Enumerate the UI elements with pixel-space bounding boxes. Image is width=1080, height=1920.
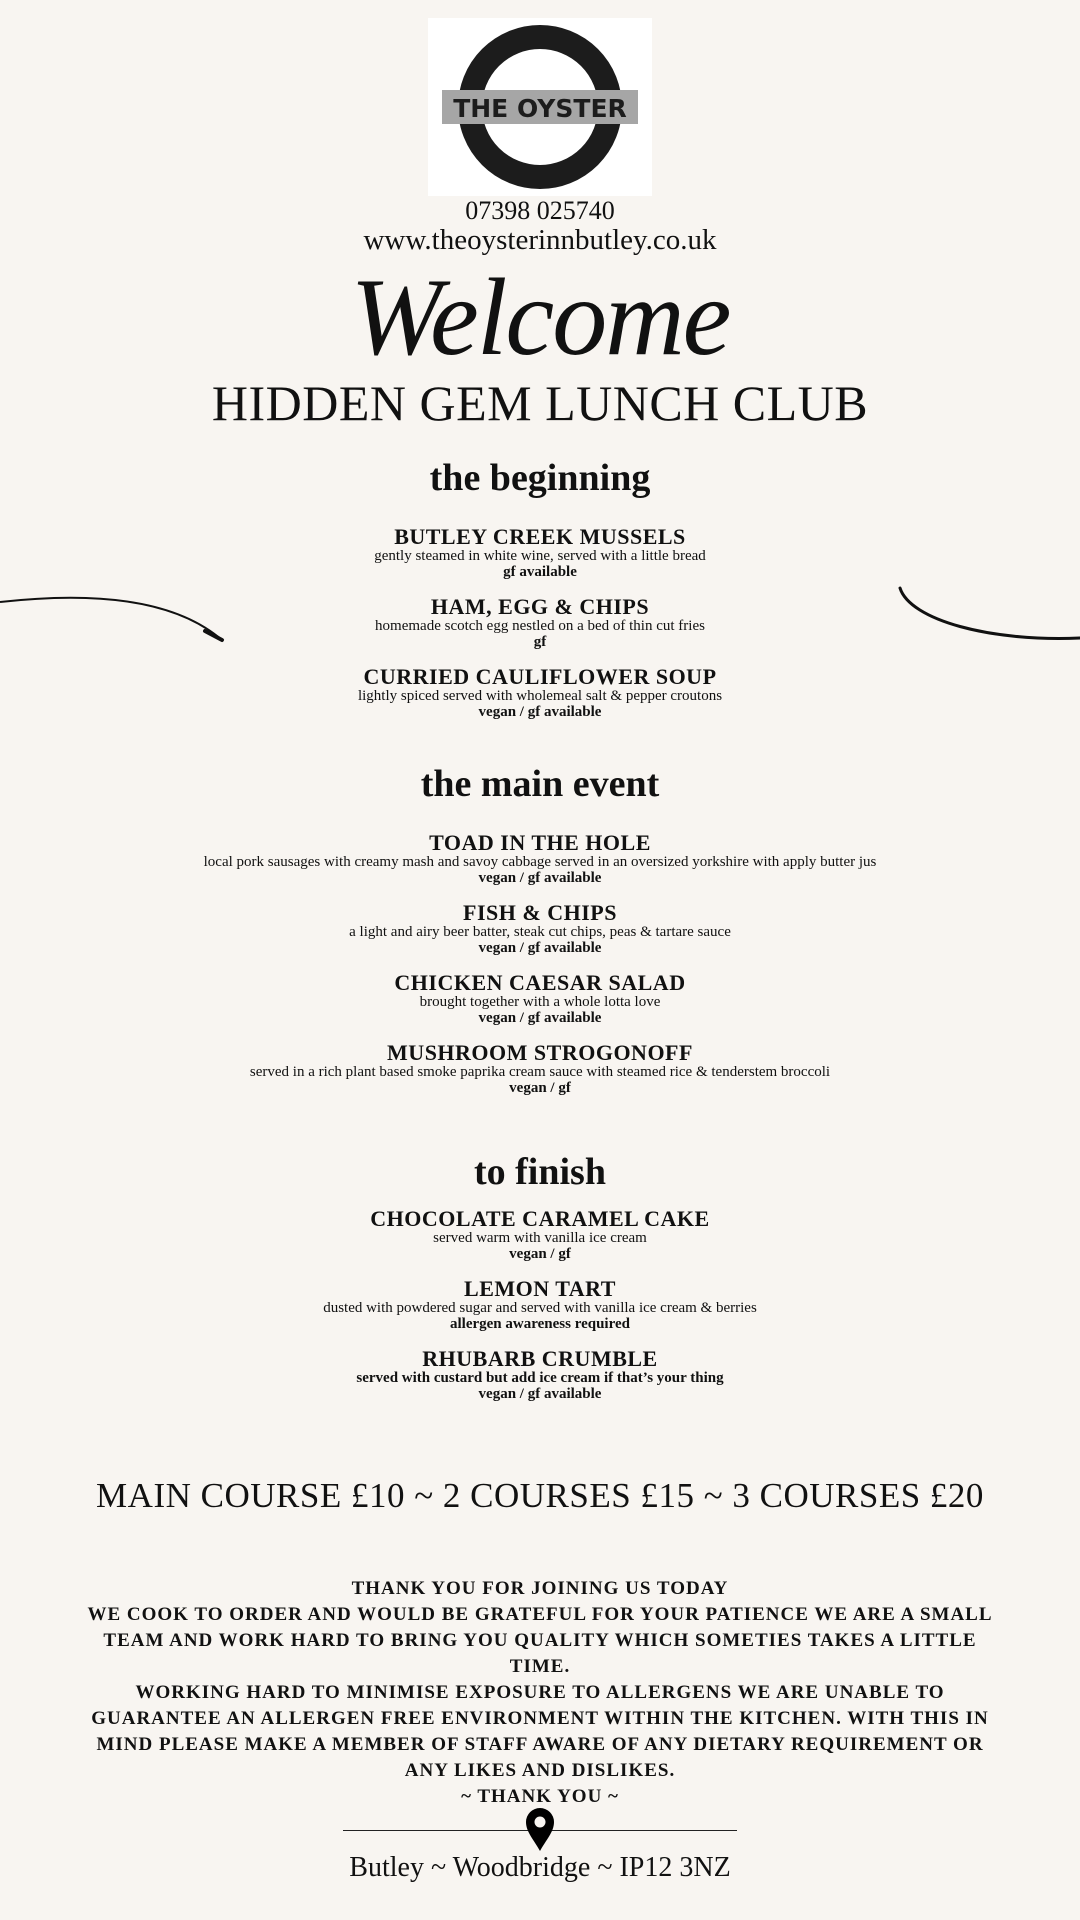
item-description: brought together with a whole lotta love: [419, 994, 661, 1010]
item-description: local pork sausages with creamy mash and savoy cabbage served in an oversized yorkshire with apply butter jus: [203, 854, 877, 870]
pricing-line: MAIN COURSE £10 ~ 2 COURSES £15 ~ 3 COURSES £20: [96, 1476, 984, 1515]
menu-item: [0, 596, 1080, 650]
notice-allergens: WORKING HARD TO MINIMISE EXPOSURE TO ALLERGENS WE ARE UNABLE TO GUARANTEE AN ALLERGEN FREE ENVIRONMENT WITHIN THE KITCHEN. WITH THIS IN MIND PLEASE MAKE A MEMBER OF STAFF AWARE OF ANY DIETARY REQUIREMENT OR ANY LIKES AND DISLIKES.: [91, 1682, 989, 1781]
logo-text: THE OYSTER: [453, 94, 627, 123]
item-dietary: vegan / gf available: [478, 870, 602, 886]
item-dietary: gf: [533, 634, 547, 650]
item-name: LEMON TART: [464, 1276, 616, 1301]
item-dietary: vegan / gf: [509, 1080, 571, 1096]
item-dietary: vegan / gf available: [478, 940, 602, 956]
menu-item: [0, 666, 1080, 720]
item-name: MUSHROOM STROGONOFF: [387, 1040, 693, 1065]
item-name: TOAD IN THE HOLE: [429, 830, 651, 855]
notice-block: [80, 1576, 1000, 1810]
menu-item: [0, 832, 1080, 886]
item-dietary: vegan / gf available: [478, 1386, 602, 1402]
item-dietary: vegan / gf available: [478, 1010, 602, 1026]
logo: [428, 18, 652, 196]
menu-item: [0, 902, 1080, 956]
item-name: CURRIED CAULIFLOWER SOUP: [363, 664, 717, 689]
item-dietary: gf available: [503, 564, 577, 580]
menu-item: [0, 1348, 1080, 1402]
item-dietary: allergen awareness required: [450, 1316, 630, 1332]
item-name: RHUBARB CRUMBLE: [422, 1346, 658, 1371]
item-description: served warm with vanilla ice cream: [433, 1230, 647, 1246]
welcome-script: Welcome: [350, 256, 730, 378]
item-name: CHICKEN CAESAR SALAD: [394, 970, 686, 995]
item-dietary: vegan / gf available: [478, 704, 602, 720]
item-description: served with custard but add ice cream if that’s your thing: [356, 1370, 724, 1386]
menu-item: [0, 972, 1080, 1026]
section-heading-beginning: the beginning: [429, 457, 651, 499]
item-name: FISH & CHIPS: [463, 900, 617, 925]
item-name: CHOCOLATE CARAMEL CAKE: [370, 1206, 710, 1231]
item-description: dusted with powdered sugar and served with vanilla ice cream & berries: [323, 1300, 757, 1316]
menu-item: [0, 1278, 1080, 1332]
item-description: lightly spiced served with wholemeal salt & pepper croutons: [357, 688, 723, 704]
logo-roundel-icon: [428, 18, 652, 196]
phone-number[interactable]: 07398 025740: [465, 196, 615, 225]
address-text: Butley ~ Woodbridge ~ IP12 3NZ: [349, 1852, 731, 1883]
notice-thanks: THANK YOU FOR JOINING US TODAY: [351, 1578, 729, 1599]
location-pin-icon: [524, 1806, 556, 1852]
item-description: homemade scotch egg nestled on a bed of thin cut fries: [375, 618, 705, 634]
item-description: a light and airy beer batter, steak cut chips, peas & tartare sauce: [349, 924, 731, 940]
item-description: served in a rich plant based smoke paprika cream sauce with steamed rice & tenderstem broccoli: [249, 1064, 831, 1080]
section-heading-to-finish: to finish: [474, 1151, 606, 1193]
website-link[interactable]: www.theoysterinnbutley.co.uk: [363, 224, 717, 256]
item-dietary: vegan / gf: [509, 1246, 571, 1262]
item-description: gently steamed in white wine, served with a little bread: [374, 548, 706, 564]
item-name: HAM, EGG & CHIPS: [430, 594, 650, 619]
menu-title: HIDDEN GEM LUNCH CLUB: [211, 375, 869, 431]
notice-cook-to-order: WE COOK TO ORDER AND WOULD BE GRATEFUL FOR YOUR PATIENCE WE ARE A SMALL TEAM AND WORK HARD TO BRING YOU QUALITY WHICH SOMETIES TAKES A LITTLE TIME.: [87, 1604, 993, 1677]
section-heading-main-event: the main event: [420, 763, 660, 805]
item-name: BUTLEY CREEK MUSSELS: [394, 524, 686, 549]
menu-item: [0, 1208, 1080, 1262]
menu-item: [0, 1042, 1080, 1096]
notice-thank-you: ~ THANK YOU ~: [461, 1786, 619, 1807]
menu-item: [0, 526, 1080, 580]
